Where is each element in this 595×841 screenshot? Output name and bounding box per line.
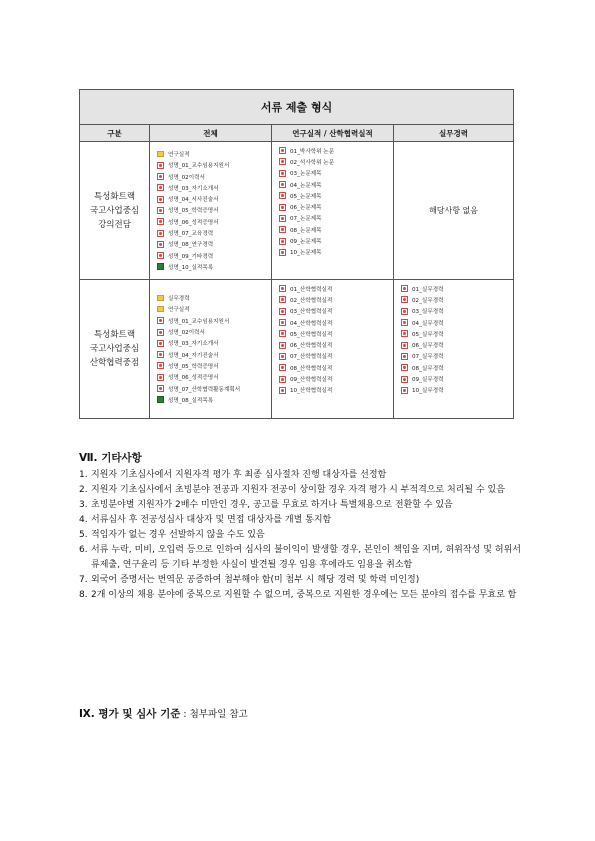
list-item: 8. 2개 이상의 채용 분야에 중복으로 지원할 수 없으며, 중복으로 지원한 경우에는 모든 분야의 접수를 무효로 함 bbox=[79, 590, 517, 600]
xls-icon bbox=[157, 396, 164, 403]
pdf-icon bbox=[157, 173, 164, 180]
pdf-icon bbox=[157, 162, 164, 169]
pdf-icon bbox=[157, 252, 164, 259]
file-name: 09_실무경력 bbox=[412, 377, 444, 384]
file-item bbox=[157, 383, 271, 394]
pdf-icon bbox=[157, 329, 164, 336]
file-name: 07_산학협력실적 bbox=[290, 354, 333, 361]
file-name: 08_실무경력 bbox=[412, 365, 444, 372]
list-item: 6. 서류 누락, 미비, 오입력 등으로 인하여 심사의 불이익이 발생할 경우, 본인이 책임을 지며, 허위작성 및 허위서류제출, 연구윤리 등 기타 부정한 사실이 발견될 경우 임용 후에라도 임용을 취소함 bbox=[79, 545, 521, 570]
file-item bbox=[279, 385, 393, 396]
file-name: 08_산학협력실적 bbox=[290, 365, 333, 372]
file-item bbox=[157, 261, 271, 272]
file-name: 성명_07_산학협력활동계획서 bbox=[168, 386, 241, 393]
file-item bbox=[279, 145, 393, 156]
file-list-research bbox=[272, 142, 393, 261]
pdf-icon bbox=[279, 226, 286, 233]
file-item bbox=[279, 317, 393, 328]
file-item bbox=[279, 351, 393, 362]
pdf-icon bbox=[401, 285, 408, 292]
file-item bbox=[279, 201, 393, 212]
pdf-icon bbox=[401, 376, 408, 383]
file-name: 08_논문제목 bbox=[290, 227, 322, 234]
file-item bbox=[401, 351, 513, 362]
pdf-icon bbox=[401, 342, 408, 349]
pdf-icon bbox=[157, 362, 164, 369]
file-item bbox=[157, 360, 271, 371]
file-item bbox=[401, 328, 513, 339]
list-item: 3. 초빙분야별 지원자가 2배수 미만인 경우, 공고를 무효로 하거나 특별채용으로 전환할 수 있음 bbox=[79, 500, 453, 510]
file-item bbox=[279, 213, 393, 224]
list-item: 5. 적임자가 없는 경우 선발하지 않을 수도 있음 bbox=[79, 530, 265, 540]
file-name: 연구실적 bbox=[168, 152, 190, 158]
section-9-title: Ⅸ. 평가 및 심사 기준 : 첨부파일 참고 bbox=[79, 708, 248, 720]
file-item bbox=[401, 283, 513, 294]
section-7-list bbox=[79, 468, 521, 603]
file-item bbox=[279, 339, 393, 350]
list-item: 1. 지원자 기초심사에서 지원자격 평가 후 최종 심사절차 진행 대상자를 선정함 bbox=[79, 470, 387, 480]
file-name: 실무경력 bbox=[168, 296, 190, 303]
file-item bbox=[157, 205, 271, 216]
file-name: 01_박사학위 논문 bbox=[290, 148, 335, 155]
file-item bbox=[157, 216, 271, 227]
file-item bbox=[279, 168, 393, 179]
pdf-icon bbox=[157, 340, 164, 347]
file-item bbox=[157, 182, 271, 193]
file-item bbox=[157, 372, 271, 383]
file-item bbox=[157, 293, 271, 304]
file-item bbox=[401, 373, 513, 384]
file-name: 04_실무경력 bbox=[412, 320, 444, 327]
table-title: 서류 제출 형식 bbox=[80, 90, 514, 125]
file-name: 03_실무경력 bbox=[412, 309, 444, 316]
file-item bbox=[157, 148, 271, 159]
file-name: 성명_05_학력증명서 bbox=[168, 363, 219, 370]
file-item bbox=[401, 362, 513, 373]
pdf-icon bbox=[157, 241, 164, 248]
pdf-icon bbox=[157, 317, 164, 324]
file-item bbox=[157, 338, 271, 349]
pdf-icon bbox=[157, 218, 164, 225]
pdf-icon bbox=[279, 181, 286, 188]
pdf-icon bbox=[401, 353, 408, 360]
pdf-icon bbox=[279, 364, 286, 371]
pdf-icon bbox=[279, 342, 286, 349]
file-name: 성명_05_학력증명서 bbox=[168, 208, 219, 215]
file-name: 02_산학협력실적 bbox=[290, 297, 333, 304]
col-header-career: 실무경력 bbox=[394, 125, 514, 142]
file-name: 성명_04_자기진술서 bbox=[168, 352, 219, 359]
file-name: 성명_07_교육경력 bbox=[168, 231, 214, 238]
file-name: 성명_06_성적증명서 bbox=[168, 375, 219, 382]
pdf-icon bbox=[279, 204, 286, 211]
pdf-icon bbox=[279, 147, 286, 154]
file-name: 05_논문제목 bbox=[290, 193, 322, 200]
file-name: 01_산학협력실적 bbox=[290, 286, 333, 293]
pdf-icon bbox=[157, 196, 164, 203]
pdf-icon bbox=[279, 296, 286, 303]
pdf-icon bbox=[401, 364, 408, 371]
file-list-career bbox=[394, 280, 513, 399]
pdf-icon bbox=[157, 207, 164, 214]
list-item: 7. 외국어 증명서는 번역문 공증하여 첨부해야 함(미 첨부 시 해당 경력 및 학력 미인정) bbox=[79, 575, 420, 585]
file-list-all bbox=[150, 145, 271, 275]
pdf-icon bbox=[401, 308, 408, 315]
file-name: 09_논문제목 bbox=[290, 239, 322, 246]
file-item bbox=[279, 156, 393, 167]
file-item bbox=[157, 326, 271, 337]
career-not-applicable: 해당사항 없음 bbox=[394, 142, 514, 280]
pdf-icon bbox=[279, 158, 286, 165]
pdf-icon bbox=[279, 285, 286, 292]
col-header-category: 구분 bbox=[80, 125, 150, 142]
file-name: 성명_04_서사진술서 bbox=[168, 197, 219, 204]
file-name: 02_실무경력 bbox=[412, 297, 444, 304]
file-item bbox=[279, 283, 393, 294]
section-9-note: : 첨부파일 참고 bbox=[180, 709, 248, 720]
pdf-icon bbox=[401, 296, 408, 303]
file-name: 06_논문제목 bbox=[290, 205, 322, 212]
file-item bbox=[157, 239, 271, 250]
file-item bbox=[279, 328, 393, 339]
file-name: 02_석사학위 논문 bbox=[290, 159, 335, 166]
pdf-icon bbox=[401, 319, 408, 326]
file-name: 연구실적 bbox=[168, 307, 190, 314]
pdf-icon bbox=[279, 387, 286, 394]
file-name: 성명_01_교수임용지원서 bbox=[168, 163, 230, 170]
pdf-icon bbox=[279, 215, 286, 222]
file-list-research bbox=[272, 280, 393, 399]
file-item bbox=[279, 190, 393, 201]
file-name: 성명_01_교수임용지원서 bbox=[168, 318, 230, 325]
file-name: 성명_06_성적증명서 bbox=[168, 219, 219, 226]
folder-icon bbox=[157, 295, 164, 301]
file-name: 07_실무경력 bbox=[412, 354, 444, 361]
pdf-icon bbox=[279, 238, 286, 245]
file-item bbox=[157, 171, 271, 182]
file-item bbox=[157, 349, 271, 360]
file-item bbox=[401, 385, 513, 396]
file-item bbox=[279, 362, 393, 373]
submission-format-table bbox=[79, 89, 514, 419]
file-name: 성명_03_자기소개서 bbox=[168, 341, 219, 348]
file-name: 06_실무경력 bbox=[412, 343, 444, 350]
file-name: 03_논문제목 bbox=[290, 171, 322, 178]
file-name: 성명_10_실적목록 bbox=[168, 264, 214, 271]
file-name: 10_논문제목 bbox=[290, 250, 322, 257]
file-item bbox=[157, 160, 271, 171]
file-item bbox=[157, 250, 271, 261]
file-name: 10_실무경력 bbox=[412, 388, 444, 395]
pdf-icon bbox=[279, 319, 286, 326]
file-name: 성명_08_실적목록 bbox=[168, 397, 214, 404]
pdf-icon bbox=[279, 308, 286, 315]
file-name: 성명_09_기타경력 bbox=[168, 253, 214, 260]
file-item bbox=[157, 394, 271, 405]
file-name: 01_실무경력 bbox=[412, 286, 444, 293]
table-row bbox=[80, 142, 514, 280]
file-name: 06_산학협력실적 bbox=[290, 343, 333, 350]
file-item bbox=[401, 317, 513, 328]
file-name: 05_실무경력 bbox=[412, 331, 444, 338]
col-header-research: 연구실적 / 산학협력실적 bbox=[272, 125, 394, 142]
file-item bbox=[401, 339, 513, 350]
file-name: 성명_02이력서 bbox=[168, 174, 205, 181]
pdf-icon bbox=[279, 376, 286, 383]
row-label-industry: 특성화트랙 국고사업중심 산학협력중점 bbox=[80, 280, 150, 419]
file-name: 05_산학협력실적 bbox=[290, 331, 333, 338]
file-name: 04_논문제목 bbox=[290, 182, 322, 189]
file-name: 10_산학협력실적 bbox=[290, 388, 333, 395]
file-item bbox=[157, 315, 271, 326]
list-item: 4. 서류심사 후 전공성심사 대상자 및 면접 대상자를 개별 통지함 bbox=[79, 515, 332, 525]
file-item bbox=[279, 373, 393, 384]
file-item bbox=[401, 306, 513, 317]
pdf-icon bbox=[157, 184, 164, 191]
file-name: 04_산학협력실적 bbox=[290, 320, 333, 327]
file-item bbox=[157, 194, 271, 205]
pdf-icon bbox=[157, 230, 164, 237]
xls-icon bbox=[157, 263, 164, 270]
file-name: 09_산학협력실적 bbox=[290, 377, 333, 384]
folder-icon bbox=[157, 306, 164, 312]
pdf-icon bbox=[401, 387, 408, 394]
list-item: 2. 지원자 기초심사에서 초빙분야 전공과 지원자 전공이 상이할 경우 자격 평가 시 부적격으로 처리될 수 있음 bbox=[79, 485, 505, 495]
file-item bbox=[279, 306, 393, 317]
file-item bbox=[157, 304, 271, 315]
pdf-icon bbox=[279, 249, 286, 256]
pdf-icon bbox=[279, 192, 286, 199]
pdf-icon bbox=[279, 330, 286, 337]
file-name: 성명_08_연구경력 bbox=[168, 242, 214, 249]
pdf-icon bbox=[157, 385, 164, 392]
pdf-icon bbox=[157, 374, 164, 381]
file-item bbox=[279, 235, 393, 246]
section-7-title: Ⅶ. 기타사항 bbox=[79, 452, 142, 464]
file-name: 03_산학협력실적 bbox=[290, 309, 333, 316]
file-list-all bbox=[150, 290, 271, 409]
file-item bbox=[279, 224, 393, 235]
file-item bbox=[157, 227, 271, 238]
col-header-all: 전체 bbox=[150, 125, 272, 142]
pdf-icon bbox=[401, 330, 408, 337]
file-name: 성명_02이력서 bbox=[168, 330, 205, 337]
pdf-icon bbox=[279, 170, 286, 177]
pdf-icon bbox=[157, 351, 164, 358]
pdf-icon bbox=[279, 353, 286, 360]
file-item bbox=[279, 294, 393, 305]
file-item bbox=[279, 179, 393, 190]
file-item bbox=[401, 294, 513, 305]
row-label-lecture: 특성화트랙 국고사업중심 강의전담 bbox=[80, 142, 150, 280]
table-row bbox=[80, 280, 514, 419]
file-item bbox=[279, 247, 393, 258]
file-name: 07_논문제목 bbox=[290, 216, 322, 223]
folder-icon bbox=[157, 151, 164, 157]
file-name: 성명_03_자기소개서 bbox=[168, 185, 219, 192]
